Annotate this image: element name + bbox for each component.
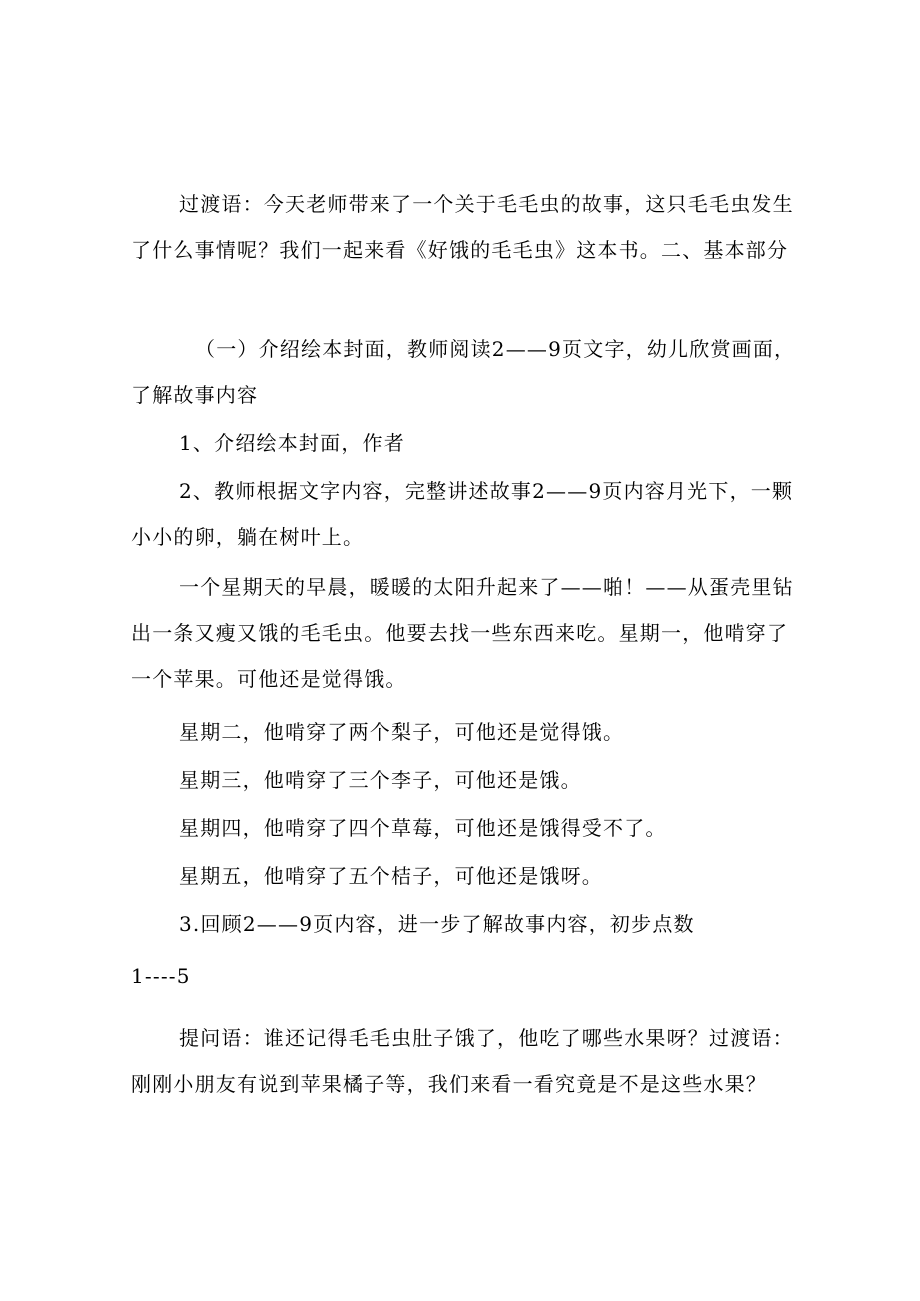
paragraph-story-friday: 星期五，他啃穿了五个桔子，可他还是饿呀。 — [179, 864, 603, 888]
paragraph-story-sunday: 一个星期天的早晨，暖暖的太阳升起来了——啪！——从蛋壳里钻出一条又瘦又饿的毛毛虫。他要去找一些东西来吃。星期一，他啃穿了一个苹果。可他还是觉得饿。 — [131, 575, 794, 691]
paragraph-transition-intro: 过渡语：今天老师带来了一个关于毛毛虫的故事，这只毛毛虫发生了什么事情呢？我们一起来看《好饿的毛毛虫》这本书。二、基本部分 — [131, 192, 794, 262]
paragraph-story-tuesday: 星期二，他啃穿了两个梨子，可他还是觉得饿。 — [179, 720, 625, 744]
paragraph-story-thursday: 星期四，他啃穿了四个草莓，可他还是饿得受不了。 — [179, 816, 667, 840]
paragraph-item-3: 3.回顾2——9页内容，进一步了解故事内容，初步点数 — [179, 912, 695, 936]
paragraph-story-wednesday: 星期三，他啃穿了三个李子，可他还是饿。 — [179, 768, 582, 792]
paragraph-section-one-heading: （一）介绍绘本封面，教师阅读2——9页文字，幼儿欣赏画面，了解故事内容 — [131, 337, 796, 407]
paragraph-count-range: 1----5 — [131, 964, 191, 988]
paragraph-question: 提问语：谁还记得毛毛虫肚子饿了，他吃了哪些水果呀？过渡语：刚刚小朋友有说到苹果橘子等，我们来看一看究竟是不是这些水果？ — [131, 1026, 794, 1096]
paragraph-item-2: 2、教师根据文字内容，完整讲述故事2——9页内容月光下，一颗小小的卵，躺在树叶上。 — [131, 479, 794, 549]
paragraph-item-1: 1、介绍绘本封面，作者 — [179, 431, 405, 455]
